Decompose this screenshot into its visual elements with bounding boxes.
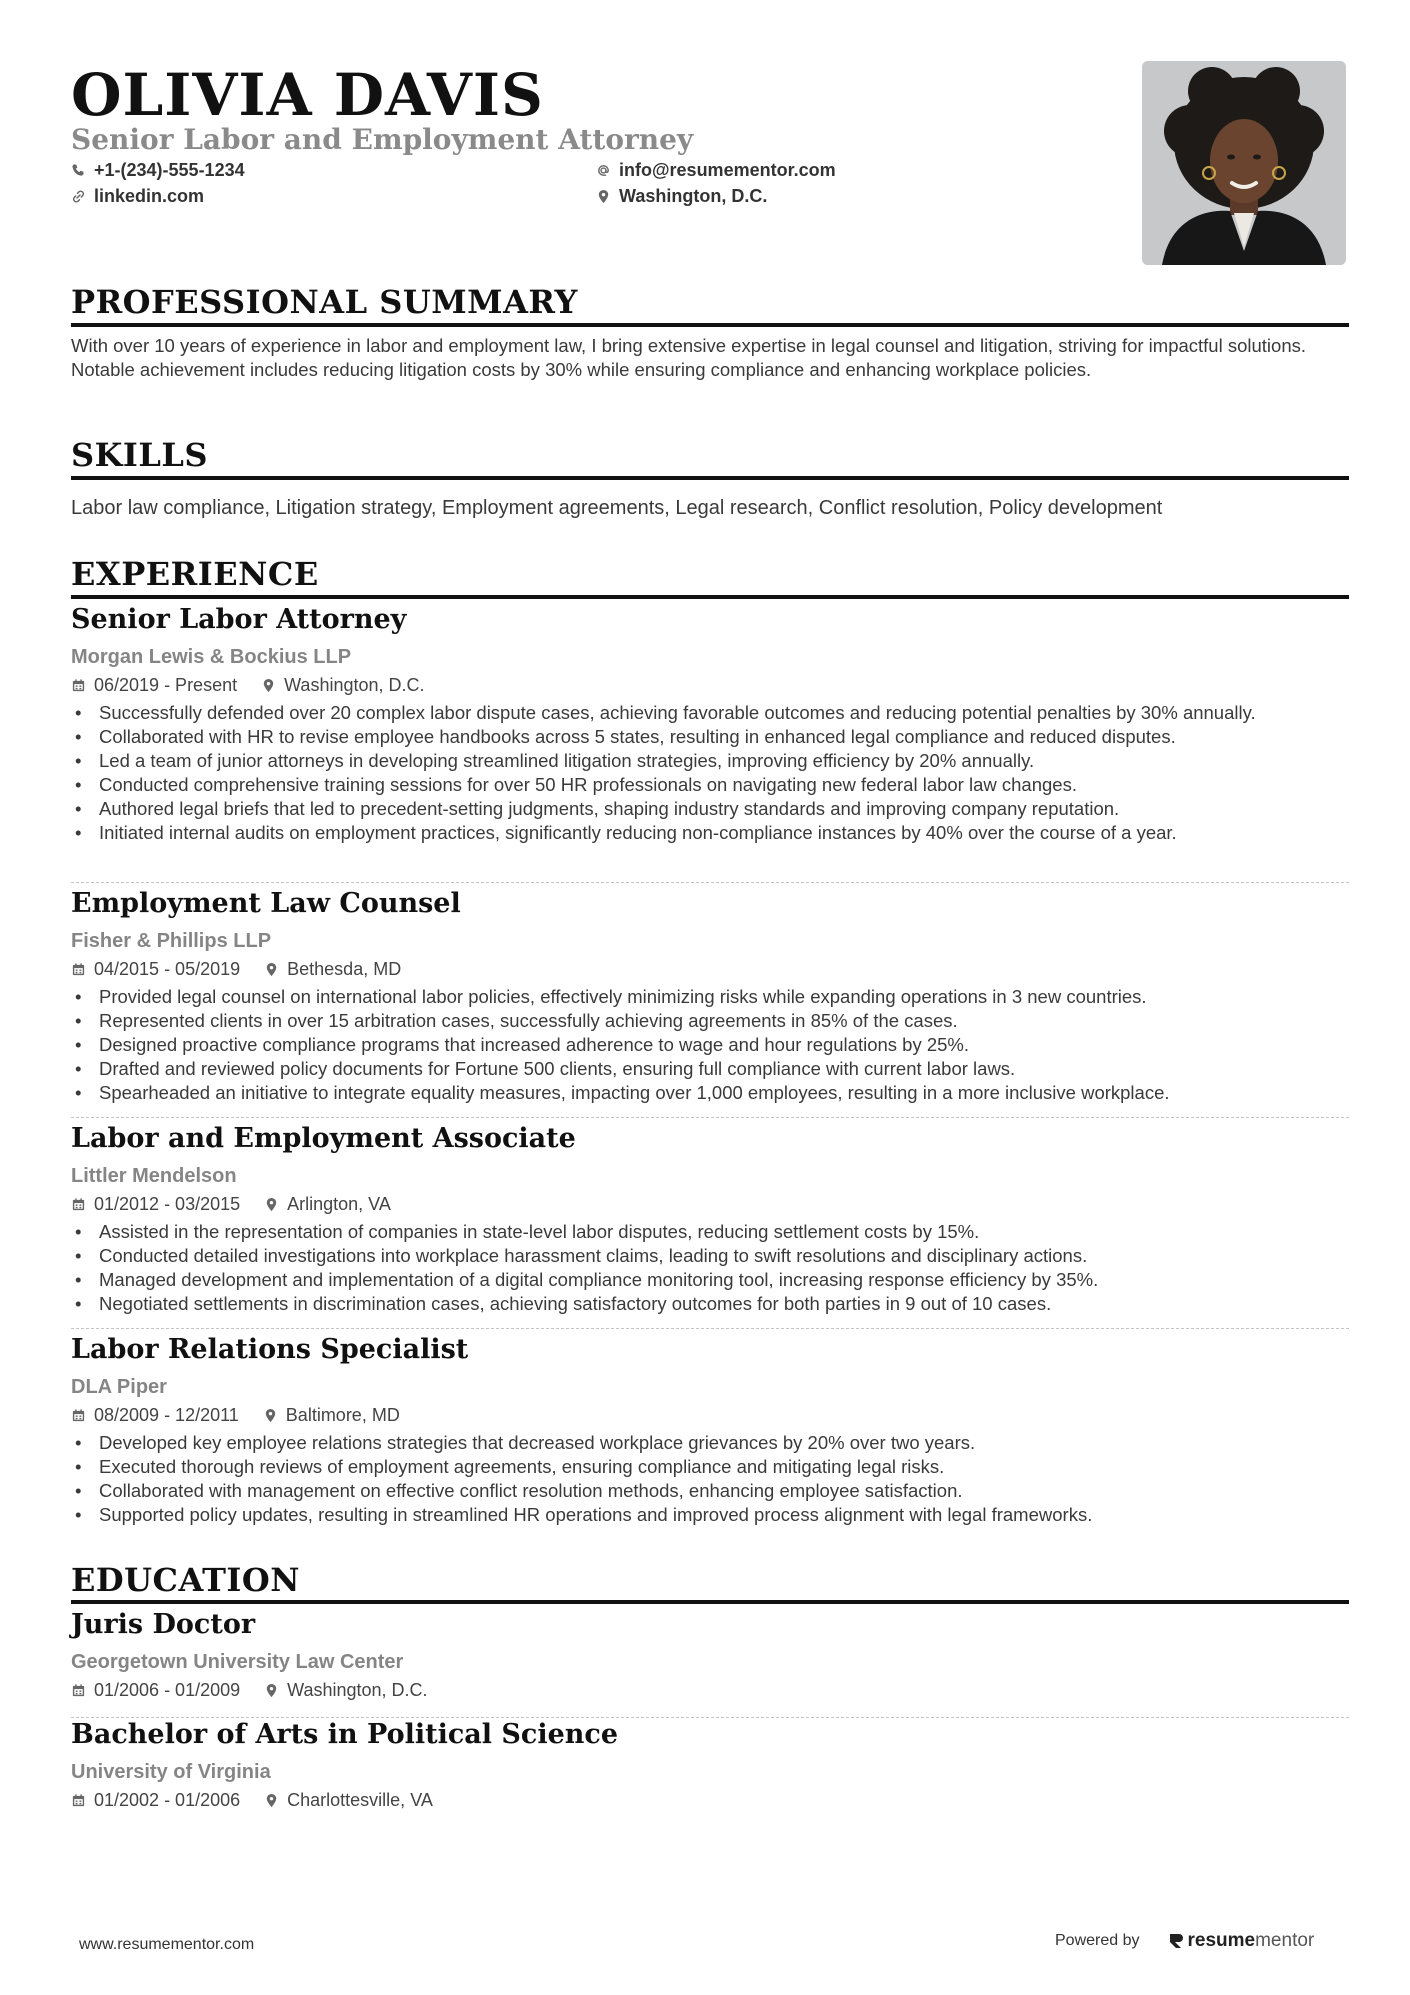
calendar-icon [71, 1197, 86, 1212]
bullet-item: • Initiated internal audits on employment practices, significantly reducing non-compliance instances by 40% over the course of a year. [71, 821, 1349, 845]
bullet-item: • Negotiated settlements in discrimination cases, achieving satisfactory outcomes for both parties in 9 out of 10 cases. [71, 1292, 1349, 1316]
job-location: Bethesda, MD [287, 959, 402, 979]
profile-photo [1142, 61, 1346, 265]
section-divider [71, 323, 1349, 327]
section-title-education: EDUCATION [71, 1561, 300, 1599]
skills-text: Labor law compliance, Litigation strategy, Employment agreements, Legal research, Conflict resolution, Policy development [71, 497, 1163, 519]
bullet-item: • Successfully defended over 20 complex labor dispute cases, achieving favorable outcomes and reducing potential penalties by 30% annually. [71, 701, 1349, 725]
location-pin-icon [264, 962, 279, 977]
job-meta [71, 1404, 1349, 1426]
job-title: Senior Labor Attorney [71, 604, 407, 635]
item-divider [71, 1117, 1349, 1118]
education-meta [71, 1679, 1349, 1701]
footer-branding [1055, 1930, 1314, 1952]
brand-logo[interactable] [1168, 1930, 1315, 1952]
school-name: Georgetown University Law Center [71, 1651, 404, 1673]
job-title: Labor and Employment Associate [71, 1123, 576, 1154]
bullet-item: • Designed proactive compliance programs that increased adherence to wage and hour regulations by 25%. [71, 1033, 1349, 1057]
bullet-item: • Spearheaded an initiative to integrate equality measures, impacting over 1,000 employees, resulting in a more inclusive workplace. [71, 1081, 1349, 1105]
contact-linkedin[interactable] [71, 185, 204, 207]
job-meta [71, 674, 1349, 696]
job-dates: 01/2012 - 03/2015 [94, 1194, 241, 1214]
candidate-title: Senior Labor and Employment Attorney [71, 123, 694, 156]
bullet-item: • Collaborated with management on effective conflict resolution methods, enhancing employee satisfaction. [71, 1479, 1349, 1503]
location-pin-icon [263, 1408, 278, 1423]
bullet-item: • Conducted detailed investigations into workplace harassment claims, leading to swift resolutions and disciplinary actions. [71, 1244, 1349, 1268]
section-divider [71, 476, 1349, 480]
contact-location [596, 185, 767, 207]
degree-title: Bachelor of Arts in Political Science [71, 1719, 619, 1750]
item-divider [71, 882, 1349, 883]
company-name: Littler Mendelson [71, 1165, 237, 1187]
avatar-portrait [1142, 61, 1346, 265]
bullet-item: • Authored legal briefs that led to precedent-setting judgments, shaping industry standards and improving company reputation. [71, 797, 1349, 821]
bullet-item: • Executed thorough reviews of employment agreements, ensuring compliance and mitigating legal risks. [71, 1455, 1349, 1479]
job-location: Arlington, VA [287, 1194, 391, 1214]
item-divider [71, 1328, 1349, 1329]
education-dates: 01/2002 - 01/2006 [94, 1790, 241, 1810]
bullet-item: • Managed development and implementation of a digital compliance monitoring tool, increasing response efficiency by 35%. [71, 1268, 1349, 1292]
education-item [71, 1718, 1349, 1811]
experience-item [71, 603, 1349, 845]
job-location: Washington, D.C. [284, 675, 425, 695]
bullet-item: • Led a team of junior attorneys in developing streamlined litigation strategies, improving efficiency by 20% annually. [71, 749, 1349, 773]
bullet-item: • Provided legal counsel on international labor policies, effectively minimizing risks while expanding operations in 3 new countries. [71, 985, 1349, 1009]
job-meta [71, 958, 1349, 980]
experience-item [71, 1333, 1349, 1527]
location-pin-icon [261, 678, 276, 693]
job-dates: 06/2019 - Present [94, 675, 238, 695]
link-icon [71, 189, 86, 204]
section-divider [71, 1600, 1349, 1604]
bullet-item: • Supported policy updates, resulting in streamlined HR operations and improved process alignment with legal frameworks. [71, 1503, 1349, 1527]
education-dates: 01/2006 - 01/2009 [94, 1680, 241, 1700]
location-pin-icon [596, 189, 611, 204]
contact-phone [71, 159, 245, 181]
section-title-experience: EXPERIENCE [71, 555, 319, 593]
education-item [71, 1608, 1349, 1701]
candidate-name: OLIVIA DAVIS [71, 61, 544, 129]
job-bullets [71, 701, 1349, 845]
email-text[interactable]: info@resumementor.com [619, 160, 836, 180]
degree-title: Juris Doctor [71, 1609, 256, 1640]
company-name: Fisher & Phillips LLP [71, 930, 272, 952]
education-location: Charlottesville, VA [287, 1790, 433, 1810]
education-location: Washington, D.C. [287, 1680, 428, 1700]
contact-email[interactable] [596, 159, 836, 181]
bullet-item: • Developed key employee relations strategies that decreased workplace grievances by 20% over two years. [71, 1431, 1349, 1455]
job-bullets [71, 1431, 1349, 1527]
at-icon [596, 163, 611, 178]
phone-text: +1-(234)-555-1234 [94, 160, 245, 180]
job-title: Employment Law Counsel [71, 888, 461, 919]
experience-item [71, 887, 1349, 1105]
job-title: Labor Relations Specialist [71, 1334, 469, 1365]
bullet-item: • Drafted and reviewed policy documents for Fortune 500 clients, ensuring full compliance with current labor laws. [71, 1057, 1349, 1081]
location-pin-icon [264, 1793, 279, 1808]
section-title-skills: SKILLS [71, 436, 208, 474]
section-title-summary: PROFESSIONAL SUMMARY [71, 283, 578, 321]
company-name: Morgan Lewis & Bockius LLP [71, 646, 352, 668]
bullet-item: • Represented clients in over 15 arbitration cases, successfully achieving agreements in 85% of the cases. [71, 1009, 1349, 1033]
experience-item [71, 1122, 1349, 1316]
education-meta [71, 1789, 1349, 1811]
footer-website[interactable]: www.resumementor.com [79, 1936, 255, 1953]
company-name: DLA Piper [71, 1376, 167, 1398]
job-bullets [71, 1220, 1349, 1316]
location-pin-icon [264, 1683, 279, 1698]
phone-icon [71, 163, 86, 178]
calendar-icon [71, 962, 86, 977]
job-dates: 08/2009 - 12/2011 [94, 1405, 239, 1425]
job-location: Baltimore, MD [285, 1405, 400, 1425]
job-dates: 04/2015 - 05/2019 [94, 959, 241, 979]
location-text: Washington, D.C. [619, 186, 768, 206]
calendar-icon [71, 1683, 86, 1698]
bullet-item: • Assisted in the representation of companies in state-level labor disputes, reducing settlement costs by 15%. [71, 1220, 1349, 1244]
school-name: University of Virginia [71, 1761, 271, 1783]
calendar-icon [71, 1793, 86, 1808]
calendar-icon [71, 1408, 86, 1423]
brand-mark-icon [1168, 1932, 1184, 1950]
powered-by-label: Powered by [1055, 1932, 1140, 1949]
job-meta [71, 1193, 1349, 1215]
linkedin-text[interactable]: linkedin.com [94, 186, 205, 206]
calendar-icon [71, 678, 86, 693]
location-pin-icon [264, 1197, 279, 1212]
bullet-item: • Collaborated with HR to revise employee handbooks across 5 states, resulting in enhanced legal compliance and reduced disputes. [71, 725, 1349, 749]
summary-text: With over 10 years of experience in labor and employment law, I bring extensive expertise in legal counsel and litigation, striving for impactful solutions. Notable achievement includes reducing litigation costs by 30% while ensuring compliance and enhancing workplace policies. [71, 335, 1307, 380]
job-bullets [71, 985, 1349, 1105]
bullet-item: • Conducted comprehensive training sessions for over 50 HR professionals on navigating new federal labor law changes. [71, 773, 1349, 797]
brand-name-light: mentor [1255, 1930, 1315, 1951]
brand-name-bold: resume [1187, 1930, 1256, 1951]
section-divider [71, 595, 1349, 599]
